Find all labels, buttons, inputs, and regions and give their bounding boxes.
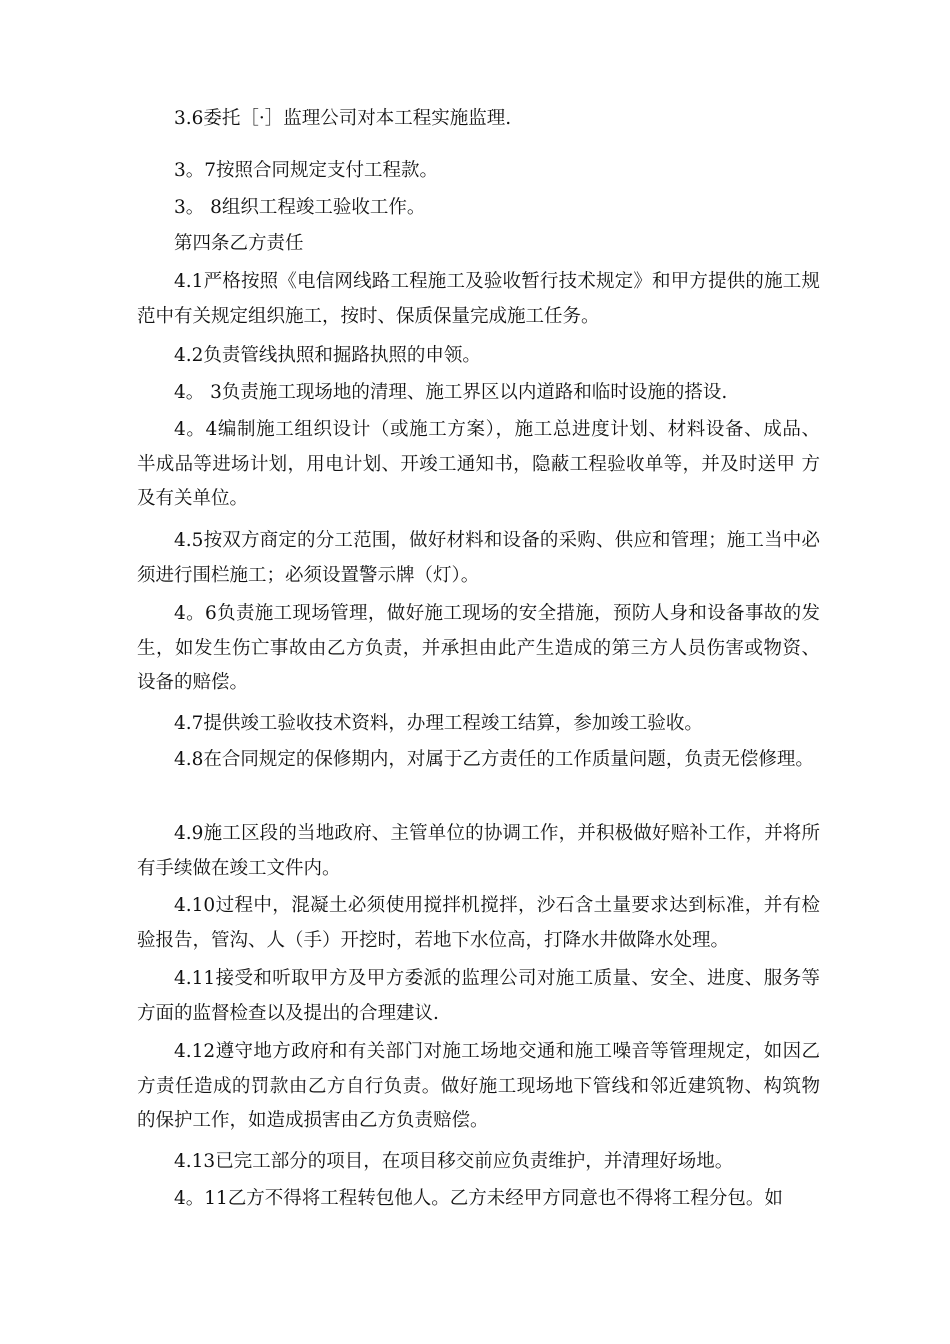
- clause-4-10: 4.10过程中，混凝土必须使用搅拌机搅拌，沙石含土量要求达到标准，并有检验报告，管沟、人（手）开挖时，若地下水位高，打降水井做降水处理。: [137, 895, 820, 951]
- clause-4-11-subcontract: 4。11乙方不得将工程转包他人。乙方未经甲方同意也不得将工程分包。如: [174, 1188, 783, 1209]
- clause-4-3: 4。 3负责施工现场地的清理、施工界区以内道路和临时设施的搭设.: [174, 382, 728, 403]
- clause-4-5: 4.5按双方商定的分工范围，做好材料和设备的采购、供应和管理；施工当中必须进行围栏施工；必须设置警示牌（灯）。: [137, 530, 820, 586]
- clause-4-9: 4.9施工区段的当地政府、主管单位的协调工作，并积极做好赔补工作，并将所有手续做在竣工文件内。: [137, 823, 820, 879]
- clause-3-6: 3.6委托［·］监理公司对本工程实施监理.: [174, 108, 512, 129]
- clause-3-8: 3。 8组织工程竣工验收工作。: [174, 197, 426, 218]
- clause-4-12: 4.12遵守地方政府和有关部门对施工场地交通和施工噪音等管理规定，如因乙方责任造成的罚款由乙方自行负责。做好施工现场地下管线和邻近建筑物、构筑物的保护工作，如造成损害由乙方负责赔偿。: [137, 1041, 820, 1131]
- clause-4-2: 4.2负责管线执照和掘路执照的申领。: [174, 345, 481, 366]
- clause-4-1: 4.1严格按照《电信网线路工程施工及验收暂行技术规定》和甲方提供的施工规范中有关规定组织施工，按时、保质保量完成施工任务。: [137, 271, 820, 327]
- clause-4-7: 4.7提供竣工验收技术资料，办理工程竣工结算，参加竣工验收。: [174, 713, 703, 734]
- clause-4-11: 4.11接受和听取甲方及甲方委派的监理公司对施工质量、安全、进度、服务等方面的监督检查以及提出的合理建议.: [137, 968, 820, 1024]
- clause-4-4: 4。4编制施工组织设计（或施工方案），施工总进度计划、材料设备、成品、 半成品等进场计划，用电计划、开竣工通知书，隐蔽工程验收单等，并及时送甲 方及有关单位。: [137, 419, 820, 509]
- clause-4-8: 4.8在合同规定的保修期内，对属于乙方责任的工作质量问题，负责无偿修理。: [174, 749, 814, 770]
- clause-4-6: 4。6负责施工现场管理，做好施工现场的安全措施，预防人身和设备事故的发生，如发生伤亡事故由乙方负责，并承担由此产生造成的第三方人员伤害或物资、设备的赔偿。: [137, 603, 820, 693]
- clause-3-7: 3。7按照合同规定支付工程款。: [174, 160, 439, 181]
- clause-4-13: 4.13已完工部分的项目，在项目移交前应负责维护，并清理好场地。: [174, 1151, 734, 1172]
- article-4-heading: 第四条乙方责任: [174, 233, 304, 254]
